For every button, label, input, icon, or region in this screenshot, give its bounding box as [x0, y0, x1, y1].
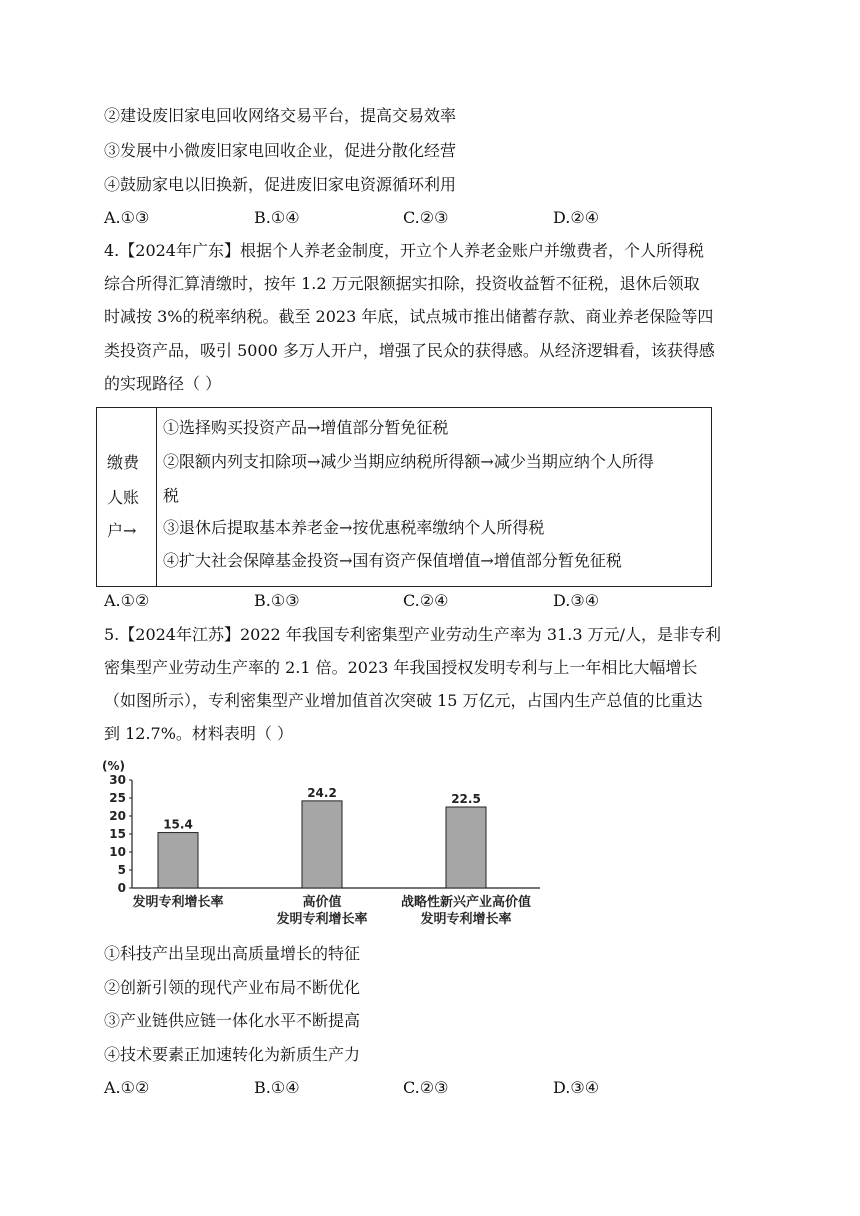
y-tick-label: 20: [109, 809, 126, 823]
q4-table-left-3: 户→: [107, 521, 137, 540]
x-category-label: 发明专利增长率: [420, 912, 512, 927]
q4-option-b[interactable]: B.①③: [254, 591, 300, 610]
x-category-label: 战略性新兴产业高价值: [400, 895, 532, 910]
q4-stem-line-2: 综合所得汇算清缴时，按年 1.2 万元限额据实扣除，投资收益暂不征税，退休后领取: [104, 274, 700, 293]
y-tick-label: 10: [109, 845, 126, 859]
q3-options: [104, 208, 704, 228]
q5-bar-chart-svg: [100, 758, 560, 930]
q5-bar-chart: [100, 758, 560, 930]
q4-table-row-4: ④扩大社会保障基金投资→国有资产保值增值→增值部分暂免征税: [163, 551, 622, 570]
q4-table-left-1: 缴费: [107, 453, 140, 472]
q3-item-2: ②建设废旧家电回收网络交易平台，提高交易效率: [104, 106, 457, 125]
bar: [446, 807, 486, 888]
q3-option-b[interactable]: B.①④: [254, 208, 300, 227]
q5-options: [104, 1078, 704, 1098]
bar: [302, 801, 342, 888]
q4-flow-table: [96, 407, 712, 587]
q5-item-4: ④技术要素正加速转化为新质生产力: [104, 1045, 361, 1064]
q3-option-c[interactable]: C.②③: [403, 208, 449, 227]
q3-option-d[interactable]: D.②④: [553, 208, 600, 227]
q4-table-left-cell: [97, 408, 157, 586]
q4-table-row-2-cont: 税: [163, 486, 180, 505]
q5-item-2: ②创新引领的现代产业布局不断优化: [104, 978, 361, 997]
bar: [158, 833, 198, 888]
q5-option-a[interactable]: A.①②: [104, 1078, 150, 1097]
q5-stem-line-3: （如图所示），专利密集型产业增加值首次突破 15 万亿元，占国内生产总值的比重达: [104, 691, 703, 710]
bar-value-label: 15.4: [163, 817, 193, 832]
q5-option-c[interactable]: C.②③: [403, 1078, 449, 1097]
q4-options: [104, 591, 704, 611]
y-axis-label: (%): [102, 759, 125, 773]
q5-item-3: ③产业链供应链一体化水平不断提高: [104, 1011, 361, 1030]
q3-option-a[interactable]: A.①③: [104, 208, 150, 227]
q4-stem-line-5: 的实现路径（ ）: [104, 374, 222, 393]
q4-table-row-1: ①选择购买投资产品→增值部分暂免征税: [163, 418, 449, 437]
q3-item-3: ③发展中小微废旧家电回收企业，促进分散化经营: [104, 141, 457, 160]
q4-stem-line-1: 4.【2024年广东】根据个人养老金制度，开立个人养老金账户并缴费者，个人所得税: [104, 241, 704, 260]
bar-value-label: 22.5: [451, 792, 481, 806]
y-tick-label: 30: [109, 773, 126, 787]
q5-option-d[interactable]: D.③④: [553, 1078, 600, 1097]
y-tick-label: 15: [109, 827, 126, 841]
x-category-label: 发明专利增长率: [132, 895, 224, 910]
q5-stem-line-2: 密集型产业劳动生产率的 2.1 倍。2023 年我国授权发明专利与上一年相比大幅增长: [104, 658, 698, 677]
q4-stem-line-4: 类投资产品，吸引 5000 多万人开户，增强了民众的获得感。从经济逻辑看，该获得感: [104, 341, 715, 360]
q3-item-4: ④鼓励家电以旧换新，促进废旧家电资源循环利用: [104, 175, 457, 194]
q4-table-row-3: ③退休后提取基本养老金→按优惠税率缴纳个人所得税: [163, 518, 545, 537]
y-tick-label: 0: [117, 881, 126, 895]
q5-stem-line-1: 5.【2024年江苏】2022 年我国专利密集型产业劳动生产率为 31.3 万元/人，是非专利: [104, 625, 721, 644]
q5-stem-line-4: 到 12.7%。材料表明（ ）: [104, 724, 294, 743]
q4-option-a[interactable]: A.①②: [104, 591, 150, 610]
y-tick-label: 25: [109, 791, 126, 805]
q4-option-d[interactable]: D.③④: [553, 591, 600, 610]
q4-stem-line-3: 时减按 3%的税率纳税。截至 2023 年底，试点城市推出储蓄存款、商业养老保险等四: [104, 307, 714, 326]
q5-option-b[interactable]: B.①④: [254, 1078, 300, 1097]
y-tick-label: 5: [117, 863, 126, 877]
x-category-label: 发明专利增长率: [276, 912, 368, 927]
q5-item-1: ①科技产出呈现出高质量增长的特征: [104, 944, 361, 963]
x-category-label: 高价值: [302, 895, 342, 910]
q4-option-c[interactable]: C.②④: [403, 591, 449, 610]
q4-table-left-2: 人账: [107, 488, 140, 507]
bar-value-label: 24.2: [307, 785, 337, 800]
q4-table-row-2: ②限额内列支扣除项→减少当期应纳税所得额→减少当期应纳个人所得: [163, 452, 654, 471]
